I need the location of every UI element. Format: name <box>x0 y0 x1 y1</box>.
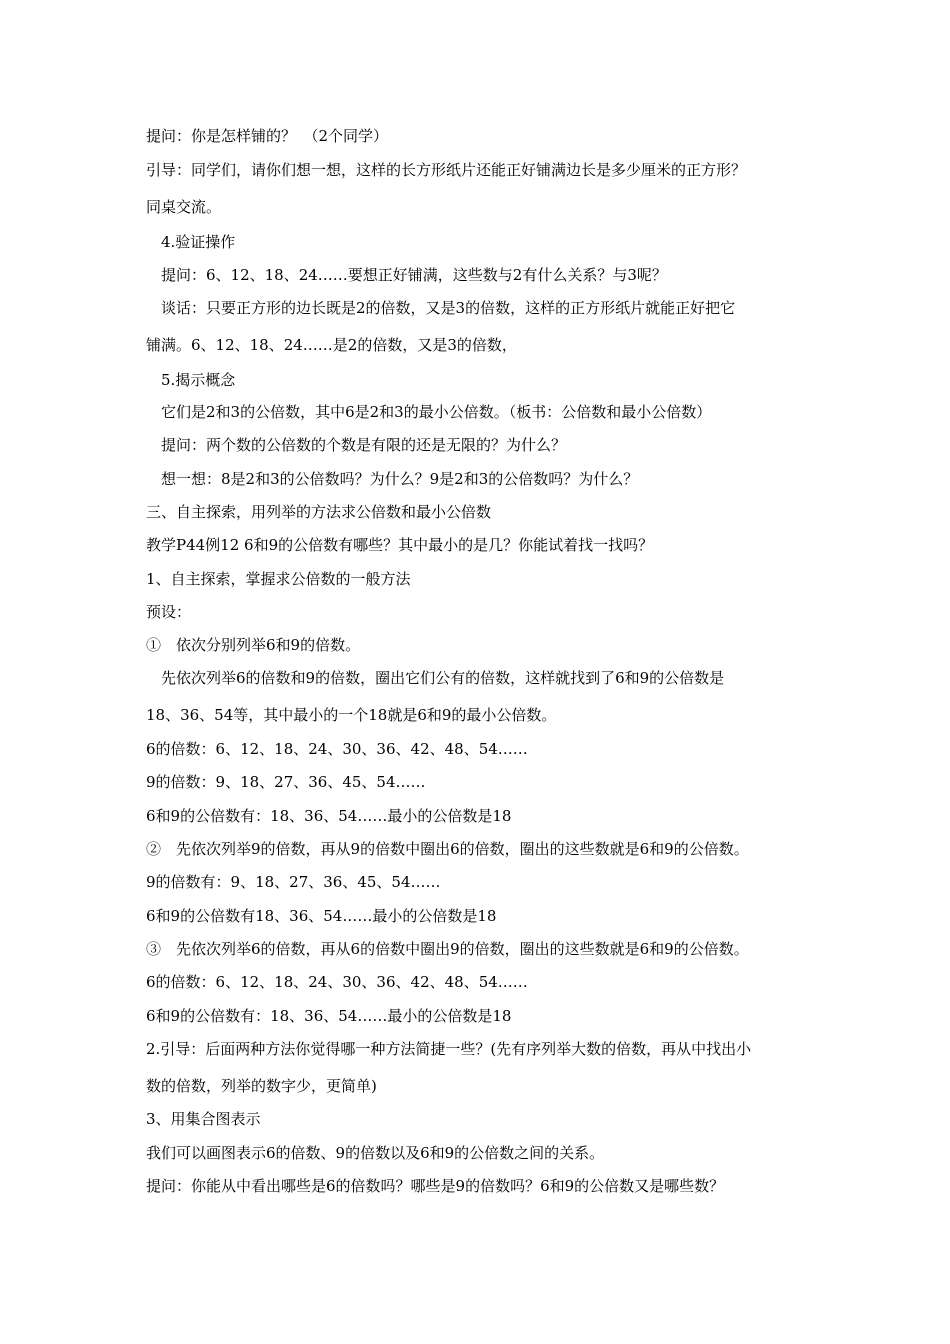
text-line: 5.揭示概念 <box>161 371 236 389</box>
text-line: 铺满。6、12、18、24……是2的倍数，又是3的倍数， <box>146 336 517 354</box>
text-line: 我们可以画图表示6的倍数、9的倍数以及6和9的公倍数之间的关系。 <box>146 1144 605 1162</box>
text-line: 提问：你能从中看出哪些是6的倍数吗？哪些是9的倍数吗？6和9的公倍数又是哪些数？ <box>146 1177 725 1195</box>
text-line: 提问：两个数的公倍数的个数是有限的还是无限的？为什么？ <box>161 436 567 454</box>
text-line: 6的倍数：6、12、18、24、30、36、42、48、54…… <box>146 740 528 758</box>
text-line: 谈话：只要正方形的边长既是2的倍数，又是3的倍数，这样的正方形纸片就能正好把它 <box>161 299 736 317</box>
text-line: 教学P44例12 6和9的公倍数有哪些？其中最小的是几？你能试着找一找吗？ <box>146 536 654 554</box>
text-line: 三、自主探索，用列举的方法求公倍数和最小公倍数 <box>146 503 492 521</box>
text-line: 6和9的公倍数有：18、36、54……最小的公倍数是18 <box>146 1007 512 1025</box>
text-line: 3、用集合图表示 <box>146 1110 261 1128</box>
text-line: 1、自主探索，掌握求公倍数的一般方法 <box>146 570 411 588</box>
text-line: 6和9的公倍数有：18、36、54……最小的公倍数是18 <box>146 807 512 825</box>
text-line: 9的倍数有：9、18、27、36、45、54…… <box>146 873 441 891</box>
text-line: 先依次列举6的倍数和9的倍数，圈出它们公有的倍数，这样就找到了6和9的公倍数是 <box>161 669 725 687</box>
text-line: ① 依次分别列举6和9的倍数。 <box>146 636 361 654</box>
text-line: 数的倍数，列举的数字少，更简单) <box>146 1077 377 1095</box>
text-line: 4.验证操作 <box>161 233 236 251</box>
text-line: 2.引导：后面两种方法你觉得哪一种方法简捷一些？(先有序列举大数的倍数，再从中找出小 <box>146 1040 752 1058</box>
text-line: 18、36、54等，其中最小的一个18就是6和9的最小公倍数。 <box>146 706 557 724</box>
text-line: 提问：你是怎样铺的？ （2个同学） <box>146 127 389 145</box>
text-line: 引导：同学们，请你们想一想，这样的长方形纸片还能正好铺满边长是多少厘米的正方形？ <box>146 161 747 179</box>
text-line: 想一想：8是2和3的公倍数吗？为什么？9是2和3的公倍数吗？为什么？ <box>161 470 639 488</box>
text-line: 提问：6、12、18、24……要想正好铺满，这些数与2有什么关系？与3呢？ <box>161 266 667 284</box>
text-line: 9的倍数：9、18、27、36、45、54…… <box>146 773 426 791</box>
text-line: 同桌交流。 <box>146 198 222 216</box>
text-line: 它们是2和3的公倍数，其中6是2和3的最小公倍数。（板书：公倍数和最小公倍数） <box>161 403 712 421</box>
text-line: 预设： <box>146 603 192 621</box>
text-line: 6的倍数：6、12、18、24、30、36、42、48、54…… <box>146 973 528 991</box>
text-line: 6和9的公倍数有18、36、54……最小的公倍数是18 <box>146 907 497 925</box>
text-line: ③ 先依次列举6的倍数，再从6的倍数中圈出9的倍数，圈出的这些数就是6和9的公倍数。 <box>146 940 749 958</box>
text-line: ② 先依次列举9的倍数，再从9的倍数中圈出6的倍数，圈出的这些数就是6和9的公倍数。 <box>146 840 749 858</box>
